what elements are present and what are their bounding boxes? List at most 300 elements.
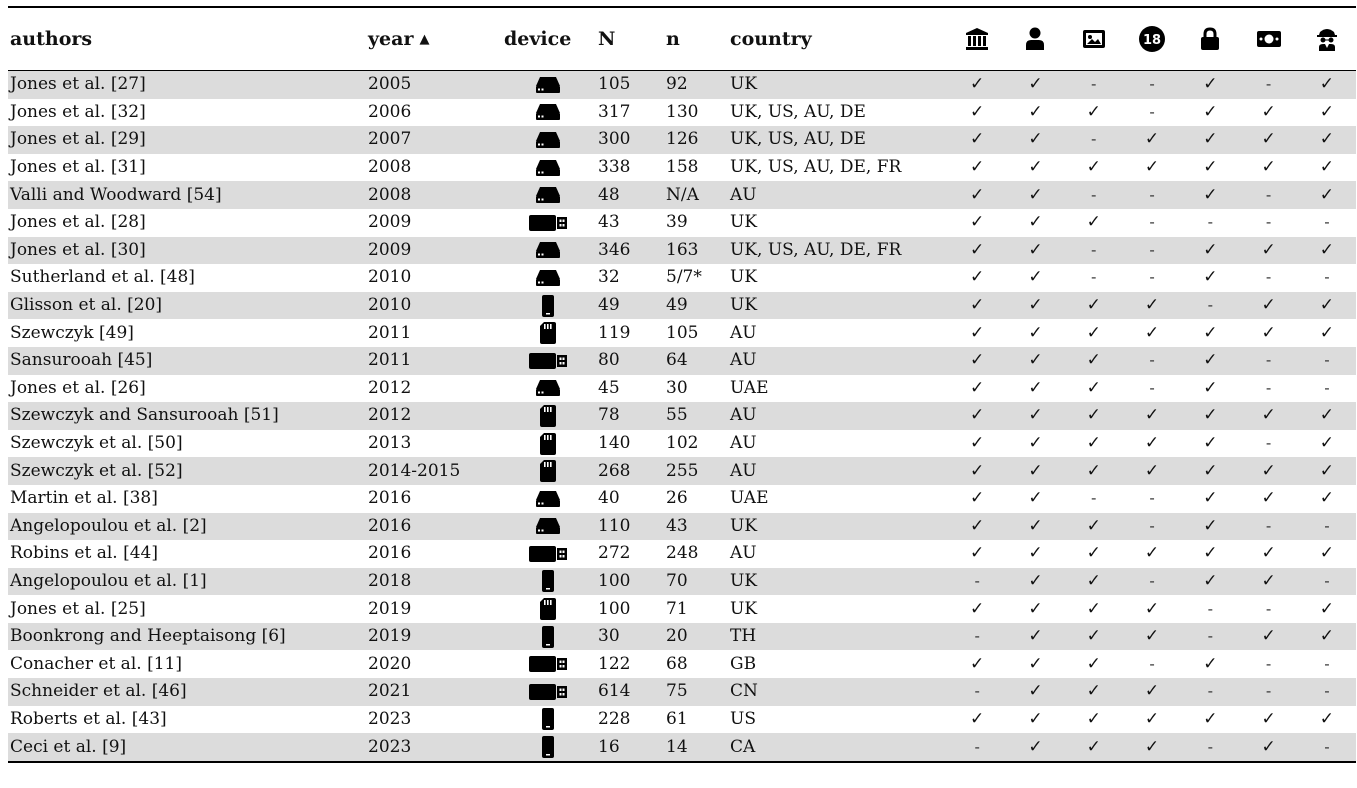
- cell-authors: Jones et al. [31]: [10, 157, 146, 178]
- cell-year: 2009: [368, 239, 412, 260]
- dash-mark: -: [1265, 516, 1272, 535]
- cell-n: 255: [666, 460, 699, 481]
- institution-icon: [948, 27, 1006, 51]
- dash-mark: -: [1265, 434, 1272, 453]
- cell-country: UK: [730, 598, 758, 619]
- table-row: [8, 650, 1356, 678]
- sd-icon: [539, 597, 557, 621]
- cell-year: 2012: [368, 405, 412, 426]
- cell-n: N/A: [666, 184, 699, 205]
- cell-authors: Ceci et al. [9]: [10, 736, 127, 757]
- check-mark: ✓: [970, 129, 985, 150]
- check-mark: ✓: [1028, 653, 1043, 674]
- cell-flag: [1006, 683, 1064, 700]
- check-mark: ✓: [1086, 460, 1101, 481]
- check-mark: ✓: [970, 543, 985, 564]
- cell-flag: [1181, 269, 1239, 286]
- cell-flag: [1123, 460, 1181, 481]
- cell-device: [498, 735, 598, 759]
- check-mark: ✓: [1261, 460, 1276, 481]
- check-mark: ✓: [1319, 129, 1335, 150]
- check-mark: ✓: [970, 184, 985, 205]
- cell-flag: [1239, 239, 1297, 260]
- cell-flag: [1181, 159, 1239, 176]
- cell-flag: [1298, 708, 1356, 729]
- cell-device: [498, 459, 598, 483]
- dash-mark: -: [1324, 654, 1330, 673]
- dash-mark: -: [1207, 296, 1214, 315]
- cell-country: AU: [730, 543, 757, 564]
- cell-flag: [1239, 599, 1297, 618]
- check-mark: ✓: [1028, 708, 1043, 729]
- cell-authors: Sansurooah [45]: [10, 350, 153, 371]
- cell-N: 122: [598, 653, 631, 674]
- dash-mark: -: [1149, 213, 1155, 232]
- check-mark: ✓: [1203, 267, 1218, 288]
- check-mark: ✓: [1028, 626, 1043, 647]
- check-mark: ✓: [1144, 736, 1160, 757]
- dash-mark: -: [1091, 130, 1097, 149]
- cell-flag: [1181, 545, 1239, 562]
- check-mark: ✓: [1144, 598, 1160, 619]
- cell-flag: [948, 297, 1006, 314]
- dash-mark: -: [1149, 185, 1155, 204]
- check-mark: ✓: [1319, 405, 1335, 426]
- dash-mark: -: [1091, 489, 1097, 508]
- cell-flag: [1181, 352, 1239, 369]
- cell-flag: [1239, 490, 1297, 507]
- hdd-icon: [535, 158, 561, 178]
- cell-country: AU: [730, 184, 757, 205]
- cell-authors: Szewczyk et al. [50]: [10, 433, 183, 454]
- dash-mark: -: [1091, 185, 1097, 204]
- cell-flag: [1006, 545, 1064, 562]
- cell-country: GB: [730, 653, 757, 674]
- check-mark: ✓: [1086, 681, 1101, 702]
- cell-flag: [1006, 736, 1064, 757]
- cell-country: UK, US, AU, DE, FR: [730, 157, 902, 178]
- dash-mark: -: [1265, 599, 1272, 618]
- cell-flag: [1065, 460, 1123, 481]
- cell-device: [498, 544, 598, 564]
- cell-flag: [1239, 378, 1297, 397]
- check-mark: ✓: [1319, 460, 1335, 481]
- dash-mark: -: [1265, 682, 1272, 701]
- cell-N: 32: [598, 267, 620, 288]
- cell-authors: Angelopoulou et al. [1]: [10, 570, 207, 591]
- check-mark: ✓: [1028, 488, 1043, 509]
- check-mark: ✓: [1028, 129, 1043, 150]
- dash-mark: -: [1149, 489, 1155, 508]
- dash-mark: -: [1149, 351, 1155, 370]
- cell-year: 2009: [368, 212, 412, 233]
- cell-flag: [1239, 131, 1297, 148]
- cell-flag: [1065, 628, 1123, 645]
- cell-flag: [948, 684, 1006, 699]
- cell-flag: [1065, 240, 1123, 259]
- cell-flag: [1065, 322, 1123, 343]
- cell-flag: [1065, 77, 1123, 92]
- check-mark: ✓: [1086, 405, 1101, 426]
- check-mark: ✓: [1028, 433, 1043, 454]
- cell-flag: [1006, 435, 1064, 452]
- cell-authors: Valli and Woodward [54]: [10, 184, 222, 205]
- cell-device: [498, 294, 598, 318]
- check-mark: ✓: [1028, 267, 1043, 288]
- check-mark: ✓: [1203, 377, 1218, 398]
- cell-n: 64: [666, 350, 688, 371]
- cell-country: AU: [730, 405, 757, 426]
- cell-country: TH: [730, 626, 757, 647]
- col-n-header[interactable]: n: [666, 27, 680, 50]
- check-mark: ✓: [1144, 405, 1160, 426]
- cell-flag: [1239, 185, 1297, 204]
- check-mark: ✓: [1028, 212, 1043, 233]
- cell-flag: [1006, 184, 1064, 205]
- cell-flag: [1006, 490, 1064, 507]
- money-icon: [1239, 29, 1297, 49]
- check-mark: ✓: [1203, 653, 1218, 674]
- check-mark: ✓: [1261, 626, 1276, 647]
- cell-flag: [948, 708, 1006, 729]
- dash-mark: -: [1149, 268, 1155, 287]
- dash-mark: -: [974, 682, 980, 701]
- check-mark: ✓: [1203, 515, 1218, 536]
- dash-mark: -: [1265, 185, 1272, 204]
- cell-year: 2016: [368, 515, 412, 536]
- cell-country: AU: [730, 350, 757, 371]
- cell-N: 43: [598, 212, 620, 233]
- cell-flag: [1006, 322, 1064, 343]
- cell-flag: [1123, 353, 1181, 368]
- cell-year: 2023: [368, 736, 412, 757]
- cell-flag: [1239, 516, 1297, 535]
- dash-mark: -: [1091, 240, 1097, 259]
- check-mark: ✓: [1203, 129, 1218, 150]
- cell-N: 16: [598, 736, 620, 757]
- table-row: [8, 568, 1356, 596]
- check-mark: ✓: [1203, 101, 1218, 122]
- cell-N: 614: [598, 681, 631, 702]
- cell-flag: [1006, 214, 1064, 231]
- check-mark: ✓: [1028, 515, 1043, 536]
- cell-N: 300: [598, 129, 631, 150]
- cell-n: 5/7*: [666, 267, 702, 288]
- check-mark: ✓: [1261, 295, 1276, 316]
- check-mark: ✓: [1028, 74, 1043, 95]
- cell-n: 49: [666, 295, 688, 316]
- cell-flag: [1239, 353, 1297, 368]
- cell-flag: [1065, 101, 1123, 122]
- cell-device: [498, 707, 598, 731]
- col-device-header[interactable]: device: [504, 27, 572, 50]
- cell-flag: [1123, 77, 1181, 92]
- col-N-header[interactable]: N: [598, 27, 616, 50]
- check-mark: ✓: [1203, 708, 1218, 729]
- check-mark: ✓: [1028, 239, 1043, 260]
- cell-device: [498, 102, 598, 122]
- cell-flag: [1123, 491, 1181, 506]
- cell-flag: [1298, 460, 1356, 481]
- cell-flag: [1181, 298, 1239, 313]
- cell-flag: [1123, 270, 1181, 285]
- cell-flag: [1065, 297, 1123, 314]
- check-mark: ✓: [1261, 405, 1276, 426]
- phone-icon: [541, 735, 555, 759]
- cell-device: [498, 130, 598, 150]
- table-row: [8, 126, 1356, 154]
- check-mark: ✓: [1144, 681, 1160, 702]
- check-mark: ✓: [1203, 157, 1218, 178]
- col-year-header[interactable]: [368, 27, 498, 50]
- cell-flag: [1239, 322, 1297, 343]
- check-mark: ✓: [970, 322, 985, 343]
- cell-flag: [1065, 736, 1123, 757]
- cell-flag: [1239, 708, 1297, 729]
- table-row: [8, 623, 1356, 651]
- check-mark: ✓: [1261, 239, 1276, 260]
- table-row: [8, 292, 1356, 320]
- cell-country: AU: [730, 322, 757, 343]
- check-mark: ✓: [1261, 157, 1276, 178]
- cell-flag: [1123, 215, 1181, 230]
- check-mark: ✓: [1203, 322, 1218, 343]
- hdd-icon: [535, 240, 561, 260]
- cell-flag: [1181, 460, 1239, 481]
- cell-year: 2014-2015: [368, 460, 461, 481]
- phone-icon: [541, 294, 555, 318]
- person-icon: [1006, 27, 1064, 51]
- cell-year: 2010: [368, 267, 412, 288]
- cell-device: [498, 682, 598, 702]
- hdd-icon: [535, 75, 561, 95]
- cell-N: 338: [598, 157, 631, 178]
- check-mark: ✓: [970, 295, 985, 316]
- check-mark: ✓: [1144, 157, 1160, 178]
- cell-flag: [1298, 628, 1356, 645]
- cell-flag: [1123, 598, 1181, 619]
- cell-flag: [1065, 598, 1123, 619]
- cell-flag: [1181, 407, 1239, 424]
- cell-N: 140: [598, 433, 631, 454]
- cell-N: 40: [598, 488, 620, 509]
- cell-authors: Szewczyk et al. [52]: [10, 460, 183, 481]
- cell-n: 105: [666, 322, 699, 343]
- check-mark: ✓: [970, 653, 985, 674]
- cell-n: 20: [666, 626, 688, 647]
- cell-device: [498, 489, 598, 509]
- check-mark: ✓: [1261, 101, 1276, 122]
- table-row: [8, 513, 1356, 541]
- cell-N: 228: [598, 708, 631, 729]
- cell-flag: [1123, 102, 1181, 121]
- cell-flag: [1123, 159, 1181, 176]
- table-row: [8, 485, 1356, 513]
- table-row: [8, 402, 1356, 430]
- cell-device: [498, 625, 598, 649]
- dash-mark: -: [974, 737, 980, 756]
- dash-mark: -: [1265, 654, 1272, 673]
- cell-flag: [948, 629, 1006, 644]
- check-mark: ✓: [1203, 74, 1218, 95]
- cell-n: 61: [666, 708, 688, 729]
- cell-year: 2016: [368, 488, 412, 509]
- dash-mark: -: [1265, 213, 1272, 232]
- cell-flag: [1298, 571, 1356, 590]
- cell-N: 105: [598, 74, 631, 95]
- cell-n: 75: [666, 681, 688, 702]
- cell-N: 80: [598, 350, 620, 371]
- cell-flag: [1065, 377, 1123, 398]
- cell-device: [498, 569, 598, 593]
- check-mark: ✓: [1319, 157, 1335, 178]
- cell-flag: [1123, 683, 1181, 700]
- cell-year: 2019: [368, 626, 412, 647]
- check-mark: ✓: [1086, 322, 1101, 343]
- cell-authors: Conacher et al. [11]: [10, 653, 182, 674]
- check-mark: ✓: [1028, 350, 1043, 371]
- cell-country: UK, US, AU, DE: [730, 101, 866, 122]
- cell-device: [498, 185, 598, 205]
- hdd-icon: [535, 378, 561, 398]
- check-mark: ✓: [1086, 101, 1101, 122]
- col-year-label: year: [368, 27, 414, 50]
- dash-mark: -: [1207, 627, 1214, 646]
- table-row: [8, 678, 1356, 706]
- check-mark: ✓: [970, 239, 985, 260]
- cell-year: 2007: [368, 129, 412, 150]
- cell-country: UAE: [730, 377, 769, 398]
- cell-device: [498, 213, 598, 233]
- check-mark: ✓: [1028, 101, 1043, 122]
- cell-authors: Jones et al. [25]: [10, 598, 146, 619]
- dash-mark: -: [1207, 737, 1214, 756]
- cell-flag: [1298, 684, 1356, 699]
- dash-mark: -: [1324, 516, 1330, 535]
- col-authors-header[interactable]: authors: [10, 27, 93, 50]
- sd-icon: [539, 321, 557, 345]
- cell-country: UK: [730, 295, 758, 316]
- check-mark: ✓: [1028, 460, 1043, 481]
- cell-flag: [948, 407, 1006, 424]
- cell-year: 2020: [368, 653, 412, 674]
- cell-flag: [1298, 654, 1356, 673]
- survey-table: [8, 6, 1356, 763]
- check-mark: ✓: [1086, 212, 1101, 233]
- cell-device: [498, 597, 598, 621]
- cell-n: 55: [666, 405, 688, 426]
- check-mark: ✓: [1261, 543, 1276, 564]
- check-mark: ✓: [1086, 433, 1101, 454]
- check-mark: ✓: [1028, 570, 1043, 591]
- cell-flag: [1123, 708, 1181, 729]
- cell-flag: [1239, 101, 1297, 122]
- cell-flag: [1065, 545, 1123, 562]
- cell-N: 48: [598, 184, 620, 205]
- check-mark: ✓: [1144, 433, 1160, 454]
- cell-flag: [1181, 570, 1239, 591]
- check-mark: ✓: [1319, 239, 1335, 260]
- cell-year: 2011: [368, 350, 412, 371]
- cell-flag: [1065, 570, 1123, 591]
- cell-N: 346: [598, 239, 631, 260]
- check-mark: ✓: [1203, 184, 1218, 205]
- cell-flag: [948, 515, 1006, 536]
- cell-device: [498, 158, 598, 178]
- check-mark: ✓: [970, 101, 985, 122]
- cell-n: 102: [666, 433, 699, 454]
- check-mark: ✓: [1261, 322, 1276, 343]
- dash-mark: -: [1207, 682, 1214, 701]
- cell-country: CN: [730, 681, 758, 702]
- col-country-header[interactable]: country: [730, 27, 812, 50]
- cell-flag: [1065, 214, 1123, 231]
- cell-device: [498, 351, 598, 371]
- cell-flag: [1006, 297, 1064, 314]
- cell-year: 2005: [368, 74, 412, 95]
- cell-flag: [1006, 239, 1064, 260]
- cell-flag: [1006, 628, 1064, 645]
- cell-n: 70: [666, 570, 688, 591]
- cell-flag: [1298, 737, 1356, 756]
- cell-authors: Sutherland et al. [48]: [10, 267, 195, 288]
- check-mark: ✓: [1144, 543, 1160, 564]
- check-mark: ✓: [1028, 377, 1043, 398]
- cell-year: 2021: [368, 681, 412, 702]
- check-mark: ✓: [1028, 598, 1043, 619]
- cell-country: CA: [730, 736, 756, 757]
- cell-authors: Glisson et al. [20]: [10, 295, 163, 316]
- cell-flag: [1298, 184, 1356, 205]
- cell-flag: [948, 184, 1006, 205]
- dash-mark: -: [1265, 351, 1272, 370]
- dash-mark: -: [1149, 75, 1155, 94]
- check-mark: ✓: [1319, 322, 1335, 343]
- cell-flag: [1065, 132, 1123, 147]
- cell-N: 317: [598, 101, 631, 122]
- cell-flag: [948, 352, 1006, 369]
- check-mark: ✓: [1028, 184, 1043, 205]
- check-mark: ✓: [1086, 377, 1101, 398]
- cell-flag: [1181, 76, 1239, 93]
- cell-country: UK: [730, 267, 758, 288]
- cell-country: UK: [730, 570, 758, 591]
- check-mark: ✓: [1028, 543, 1043, 564]
- cell-flag: [948, 239, 1006, 260]
- cell-flag: [1123, 407, 1181, 424]
- cell-flag: [1298, 76, 1356, 93]
- check-mark: ✓: [970, 488, 985, 509]
- header-row: [8, 8, 1356, 70]
- hdd-icon: [535, 516, 561, 536]
- check-mark: ✓: [1086, 708, 1101, 729]
- lock-icon: [1181, 27, 1239, 51]
- cell-N: 100: [598, 598, 631, 619]
- cell-authors: Jones et al. [27]: [10, 74, 146, 95]
- table-row: [8, 209, 1356, 237]
- dash-mark: -: [1091, 268, 1097, 287]
- table-row: [8, 347, 1356, 375]
- dash-mark: -: [1149, 654, 1155, 673]
- cell-flag: [1123, 322, 1181, 343]
- dash-mark: -: [1091, 75, 1097, 94]
- cell-flag: [1239, 628, 1297, 645]
- cell-flag: [1239, 736, 1297, 757]
- cell-n: 248: [666, 543, 699, 564]
- cell-n: 30: [666, 377, 688, 398]
- hdd-icon: [535, 489, 561, 509]
- cell-authors: Angelopoulou et al. [2]: [10, 515, 207, 536]
